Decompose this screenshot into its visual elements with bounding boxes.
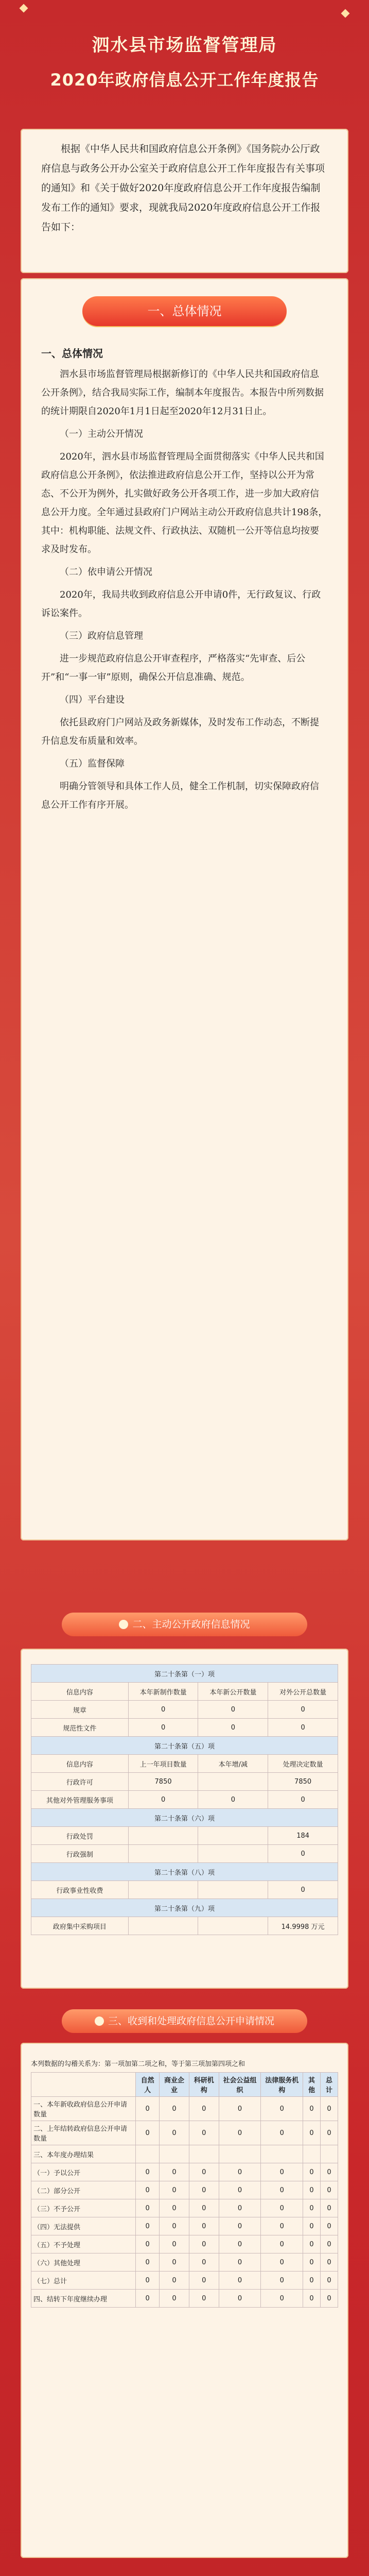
table-cell: 0 [320, 2121, 338, 2145]
table-cell: 规章 [31, 1701, 129, 1719]
table-cell: 0 [261, 2181, 303, 2199]
table-header: 科研机构 [189, 2073, 219, 2097]
table-cell: 行政处罚 [31, 1827, 129, 1845]
table-cell: 第二十条第（六）项 [31, 1809, 338, 1827]
table-cell: 上一年项目数量 [128, 1755, 198, 1773]
table-cell: 0 [320, 2097, 338, 2121]
dot-icon [95, 2016, 104, 2026]
table-cell: 0 [268, 1845, 338, 1863]
table-cell: 0 [303, 2163, 321, 2181]
table-cell: 0 [189, 2217, 219, 2235]
table-cell: 0 [219, 2097, 261, 2121]
table-cell: 0 [219, 2121, 261, 2145]
table-cell: 0 [136, 2097, 160, 2121]
table-cell: 0 [136, 2217, 160, 2235]
table-cell: 0 [189, 2121, 219, 2145]
s1-para-1: 泗水县市场监督管理局根据新修订的《中华人民共和国政府信息公开条例》，结合我局实际工作，编制本年度报告。本报告中所列数据的统计期限自2020年1月1日起至2020年12月31日止。 [41, 369, 324, 417]
table-cell: 0 [189, 2290, 219, 2308]
s1-para-6: 明确分管领导和具体工作人员，健全工作机制，切实保障政府信息公开工作有序开展。 [41, 781, 319, 810]
table-cell: 0 [198, 1719, 268, 1737]
table-cell: 0 [189, 2253, 219, 2272]
section-2-title: 二、主动公开政府信息情况 [132, 1619, 250, 1630]
table-cell: 0 [136, 2235, 160, 2253]
table-row [31, 1845, 338, 1863]
table-cell: 0 [303, 2121, 321, 2145]
table-row [31, 1899, 338, 1917]
table-cell: 0 [136, 2272, 160, 2290]
table-cell [303, 2145, 321, 2163]
table-cell [320, 2145, 338, 2163]
table-row [31, 2253, 338, 2272]
table-cell: 第二十条第（九）项 [31, 1899, 338, 1917]
table-cell [198, 1845, 268, 1863]
table-row [31, 1701, 338, 1719]
table-cell: 0 [219, 2163, 261, 2181]
table-cell: 0 [160, 2181, 189, 2199]
table-cell: 0 [160, 2121, 189, 2145]
report-header [0, 0, 369, 129]
table-header: 总计 [320, 2073, 338, 2097]
table-cell: 0 [303, 2097, 321, 2121]
s1-sub-1: （一）主动公开情况 [60, 429, 143, 439]
table-cell: 0 [128, 1701, 198, 1719]
s1-para-4: 进一步规范政府信息公开审查程序，严格落实“先审查、后公开”和“一事一审”原则，确保公开信息准确、规范。 [41, 653, 306, 683]
table-cell: 0 [219, 2290, 261, 2308]
table-cell [128, 1881, 198, 1899]
table-cell: 二、上年结转政府信息公开申请数量 [31, 2121, 136, 2145]
table-cell [261, 2145, 303, 2163]
table-cell: 0 [261, 2235, 303, 2253]
table-cell [160, 2145, 189, 2163]
table-cell: 0 [136, 2163, 160, 2181]
table-cell: 规范性文件 [31, 1719, 129, 1737]
section-2-card [21, 1649, 348, 1989]
table-cell [128, 1845, 198, 1863]
section-1-card [21, 278, 348, 1540]
report-title: 2020年政府信息公开工作年度报告 [50, 70, 319, 90]
table-row [31, 2163, 338, 2181]
s1-sub-5: （五）监督保障 [60, 758, 125, 769]
section-3-title: 三、收到和处理政府信息公开申请情况 [108, 2015, 274, 2027]
table-row [31, 1755, 338, 1773]
table-cell: 0 [320, 2272, 338, 2290]
table-cell: 0 [160, 2199, 189, 2217]
table-cell: （一）予以公开 [31, 2163, 136, 2181]
table-cell: 0 [189, 2181, 219, 2199]
table-cell: 0 [303, 2290, 321, 2308]
table-cell: 其他对外管理服务事项 [31, 1791, 129, 1809]
table-cell: 处理决定数量 [268, 1755, 338, 1773]
table-cell: 0 [320, 2163, 338, 2181]
table-header [31, 2073, 136, 2097]
table-cell [189, 2145, 219, 2163]
table-cell: 0 [219, 2217, 261, 2235]
table-header: 商业企业 [160, 2073, 189, 2097]
section-2-ribbon [62, 1613, 307, 1636]
table-cell: 0 [320, 2217, 338, 2235]
table-cell: 本年新公开数量 [198, 1683, 268, 1701]
intro-card [21, 129, 348, 273]
table-cell: 0 [189, 2235, 219, 2253]
table-cell: 0 [219, 2272, 261, 2290]
table-cell: 0 [303, 2217, 321, 2235]
table-cell: 第二十条第（一）项 [31, 1665, 338, 1683]
table-cell: 0 [136, 2290, 160, 2308]
s1-sub-3: （三）政府信息管理 [60, 631, 143, 641]
table-cell [198, 1827, 268, 1845]
table-cell: （三）不予公开 [31, 2199, 136, 2217]
s1-para-2: 2020年，泗水县市场监督管理局全面贯彻落实《中华人民共和国政府信息公开条例》，依法推进政府信息公开工作，坚持以公开为常态、不公开为例外，扎实做好政务公开各项工作，进一步加大政府信息公开力度。全年通过县政府门户网站主动公开政府信息共计198条，其中：机构职能、法规文件、行政执法、双随机一公开等信息均按要求及时发布。 [41, 451, 328, 555]
table-cell: 0 [261, 2272, 303, 2290]
table-cell: 0 [320, 2235, 338, 2253]
section-3-ribbon [62, 2009, 307, 2033]
table-header: 自然人 [136, 2073, 160, 2097]
table-header: 社会公益组织 [219, 2073, 261, 2097]
table-cell: 0 [136, 2253, 160, 2272]
table-row [31, 1737, 338, 1755]
s1-para-5: 依托县政府门户网站及政务新媒体，及时发布工作动态，不断提升信息发布质量和效率。 [41, 717, 319, 747]
table-cell: 0 [320, 2253, 338, 2272]
table-cell: 14.9998 万元 [268, 1917, 338, 1935]
table-row [31, 1917, 338, 1935]
s1-para-3: 2020年，我局共收到政府信息公开申请0件，无行政复议、行政诉讼案件。 [41, 589, 321, 619]
table-header: 其他 [303, 2073, 321, 2097]
table-row [31, 2145, 338, 2163]
table-cell: 三、本年度办理结果 [31, 2145, 136, 2163]
proactive-table [31, 1664, 338, 1935]
table-cell: 7850 [128, 1773, 198, 1791]
table-cell: 0 [128, 1719, 198, 1737]
table-cell: 0 [268, 1881, 338, 1899]
table-cell: 0 [160, 2272, 189, 2290]
s1-sub-4: （四）平台建设 [60, 694, 125, 705]
table-cell: 行政许可 [31, 1773, 129, 1791]
table-row [31, 2121, 338, 2145]
table-row [31, 1683, 338, 1701]
table-cell [128, 1827, 198, 1845]
table-cell: （四）无法提供 [31, 2217, 136, 2235]
table-row [31, 2217, 338, 2235]
table-cell [198, 1773, 268, 1791]
table-cell: 0 [160, 2217, 189, 2235]
table-cell: 0 [261, 2253, 303, 2272]
table-cell: 0 [268, 1719, 338, 1737]
table-cell: 信息内容 [31, 1683, 129, 1701]
table-cell: 0 [136, 2199, 160, 2217]
table-cell: 0 [136, 2181, 160, 2199]
table-header: 法律服务机构 [261, 2073, 303, 2097]
section-3-card [21, 2043, 348, 2558]
table-cell: 0 [320, 2199, 338, 2217]
table-cell: 0 [261, 2121, 303, 2145]
table-cell: 0 [189, 2199, 219, 2217]
table-row [31, 2097, 338, 2121]
table-row [31, 1827, 338, 1845]
table-cell: 0 [320, 2181, 338, 2199]
table-cell: 行政事业性收费 [31, 1881, 129, 1899]
table-cell: 0 [261, 2290, 303, 2308]
table-cell: 0 [261, 2217, 303, 2235]
table-cell: 行政强制 [31, 1845, 129, 1863]
table-cell: 0 [160, 2097, 189, 2121]
table-cell: 0 [261, 2199, 303, 2217]
table-row [31, 1809, 338, 1827]
table-cell: 0 [219, 2253, 261, 2272]
table-row [31, 1773, 338, 1791]
table-row [31, 2290, 338, 2308]
table-cell: 0 [160, 2235, 189, 2253]
table-row [31, 1719, 338, 1737]
table-cell: 0 [219, 2181, 261, 2199]
s1-heading: 一、总体情况 [41, 347, 103, 360]
request-table [31, 2072, 338, 2308]
table-cell: 0 [136, 2121, 160, 2145]
table-row [31, 2181, 338, 2199]
table-cell: 0 [219, 2199, 261, 2217]
table-cell: 0 [128, 1791, 198, 1809]
table-cell: 0 [189, 2272, 219, 2290]
table-cell: 第二十条第（八）项 [31, 1863, 338, 1881]
s1-sub-2: （二）依申请公开情况 [60, 567, 152, 578]
table-cell: 第二十条第（五）项 [31, 1737, 338, 1755]
table-cell: 本年增/减 [198, 1755, 268, 1773]
agency-title: 泗水县市场监督管理局 [92, 35, 277, 56]
table-row [31, 1791, 338, 1809]
table-cell: 政府集中采购项目 [31, 1917, 129, 1935]
table-cell: 7850 [268, 1773, 338, 1791]
table-cell: 对外公开总数量 [268, 1683, 338, 1701]
table-row [31, 2235, 338, 2253]
table-row [31, 1881, 338, 1899]
table-cell: 一、本年新收政府信息公开申请数量 [31, 2097, 136, 2121]
table-cell: （六）其他处理 [31, 2253, 136, 2272]
table-row [31, 2199, 338, 2217]
table-row [31, 2272, 338, 2290]
table-cell: 0 [303, 2181, 321, 2199]
intro-text: 根据《中华人民共和国政府信息公开条例》《国务院办公厅政府信息与政务公开办公室关于政府信息公开工作年度报告有关事项的通知》和《关于做好2020年度政府信息公开工作年度报告编制发布工作的通知》要求，现就我局2020年度政府信息公开工作报告如下： [41, 143, 325, 233]
table-cell: （七）总计 [31, 2272, 136, 2290]
table-cell: 0 [303, 2235, 321, 2253]
table-cell [198, 1881, 268, 1899]
table-cell: 0 [303, 2253, 321, 2272]
table-cell [219, 2145, 261, 2163]
table-cell [128, 1917, 198, 1935]
table-cell: 0 [198, 1701, 268, 1719]
table-cell: 0 [303, 2199, 321, 2217]
table-cell: 0 [160, 2253, 189, 2272]
table-cell: 0 [261, 2097, 303, 2121]
table-cell: 0 [261, 2163, 303, 2181]
table-cell: 0 [198, 1791, 268, 1809]
table-cell: 0 [160, 2163, 189, 2181]
table-cell: 0 [268, 1701, 338, 1719]
table-cell: （五）不予处理 [31, 2235, 136, 2253]
table-cell: 四、结转下年度继续办理 [31, 2290, 136, 2308]
table-cell: 0 [189, 2097, 219, 2121]
section-1-banner: 一、总体情况 [82, 296, 287, 326]
table-cell: 0 [268, 1791, 338, 1809]
table-cell: 0 [320, 2290, 338, 2308]
table-row [31, 1665, 338, 1683]
table-cell: 0 [219, 2235, 261, 2253]
table-cell: 本年新制作数量 [128, 1683, 198, 1701]
table-cell [198, 1917, 268, 1935]
dot-icon [119, 1620, 128, 1629]
table-cell: 0 [160, 2290, 189, 2308]
table-cell: （二）部分公开 [31, 2181, 136, 2199]
table-cell: 184 [268, 1827, 338, 1845]
table-cell: 0 [303, 2272, 321, 2290]
table-row [31, 1863, 338, 1881]
section-3-note: 本列数据的勾稽关系为：第一项加第二项之和，等于第三项加第四项之和 [31, 2060, 245, 2068]
table-cell [136, 2145, 160, 2163]
table-cell: 信息内容 [31, 1755, 129, 1773]
table-cell: 0 [189, 2163, 219, 2181]
